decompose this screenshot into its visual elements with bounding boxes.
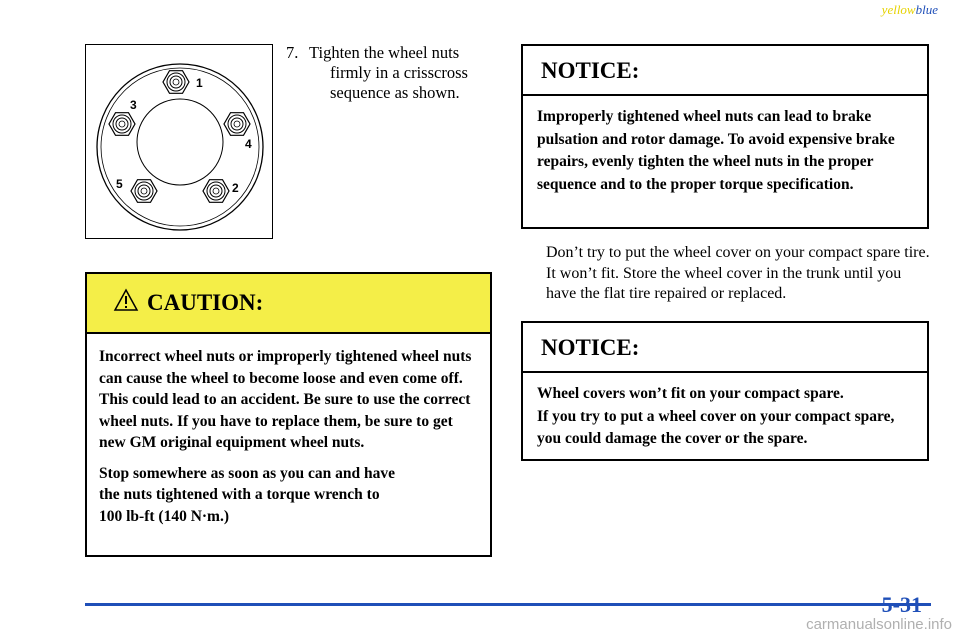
step-text-line-2: firmly in a crisscross <box>330 63 468 82</box>
caution-body <box>87 334 490 527</box>
notice-box-wheel-nuts <box>521 44 929 229</box>
notice-body <box>523 373 927 451</box>
notice-body: Improperly tightened wheel nuts can lead to brake pulsation and rotor damage. To avoid expensive brake repairs, evenly tighten the wheel nuts in the proper sequence and to the proper torque specification. <box>537 108 895 193</box>
wheel-nut-diagram <box>85 44 273 239</box>
wheel-nut-1 <box>163 71 189 94</box>
warning-triangle-icon <box>113 288 139 312</box>
notice-box-wheel-covers <box>521 321 929 461</box>
caution-paragraph-2-line-2: the nuts tightened with a torque wrench to <box>99 486 380 503</box>
notice-title: NOTICE: <box>541 58 640 83</box>
caution-title: CAUTION: <box>147 290 264 315</box>
notice-body-line-1: Wheel covers won’t fit on your compact spare. <box>537 385 844 402</box>
nut-label-4: 4 <box>245 137 252 151</box>
notice-header <box>523 46 927 96</box>
watermark: carmanualsonline.info <box>806 616 952 633</box>
step-7-instruction <box>286 43 506 103</box>
wheel-cover-paragraph: Don’t try to put the wheel cover on your compact spare tire. It won’t fit. Store the wheel cover in the trunk until you have the flat tire repaired or replaced. <box>546 244 930 302</box>
notice-body-line-2: If you try to put a wheel cover on your compact spare, you could damage the cover or the spare. <box>537 407 895 447</box>
caution-paragraph-1: Incorrect wheel nuts or improperly tightened wheel nuts can cause the wheel to become loose and even come off. This could lead to an accident. Be sure to use the correct wheel nuts. If you have to replace them, be sure to get new GM original equipment wheel nuts. <box>99 348 472 451</box>
nut-label-5: 5 <box>116 177 123 191</box>
nut-label-2: 2 <box>232 181 239 195</box>
wheel-nut-2 <box>203 180 229 203</box>
page-number: 5-31 <box>881 592 922 617</box>
nut-label-3: 3 <box>130 98 137 112</box>
header-color-tag <box>882 2 938 18</box>
step-text-line-1: Tighten the wheel nuts <box>309 43 460 62</box>
step-number: 7. <box>286 43 299 62</box>
wheel-nut-5 <box>131 180 157 203</box>
wheel-nut-3 <box>109 113 135 136</box>
caution-box <box>85 272 492 557</box>
wheel-nut-4 <box>224 113 250 136</box>
step-text-line-3: sequence as shown. <box>330 83 460 102</box>
caution-paragraph-2 <box>99 463 480 528</box>
caution-paragraph-2-line-1: Stop somewhere as soon as you can and have <box>99 464 395 482</box>
header-tag-yellow: yellow <box>881 2 916 17</box>
caution-header <box>87 274 490 334</box>
footer-divider <box>85 603 931 606</box>
caution-paragraph-2-line-3: 100 lb-ft (140 N·m.) <box>99 507 230 525</box>
notice-header <box>523 323 927 373</box>
header-tag-blue: blue <box>915 2 938 17</box>
nut-label-1: 1 <box>196 76 203 90</box>
notice-title: NOTICE: <box>541 335 640 360</box>
wheel-nut-sequence-illustration <box>86 45 274 240</box>
wheel-hub-circle <box>137 99 223 185</box>
